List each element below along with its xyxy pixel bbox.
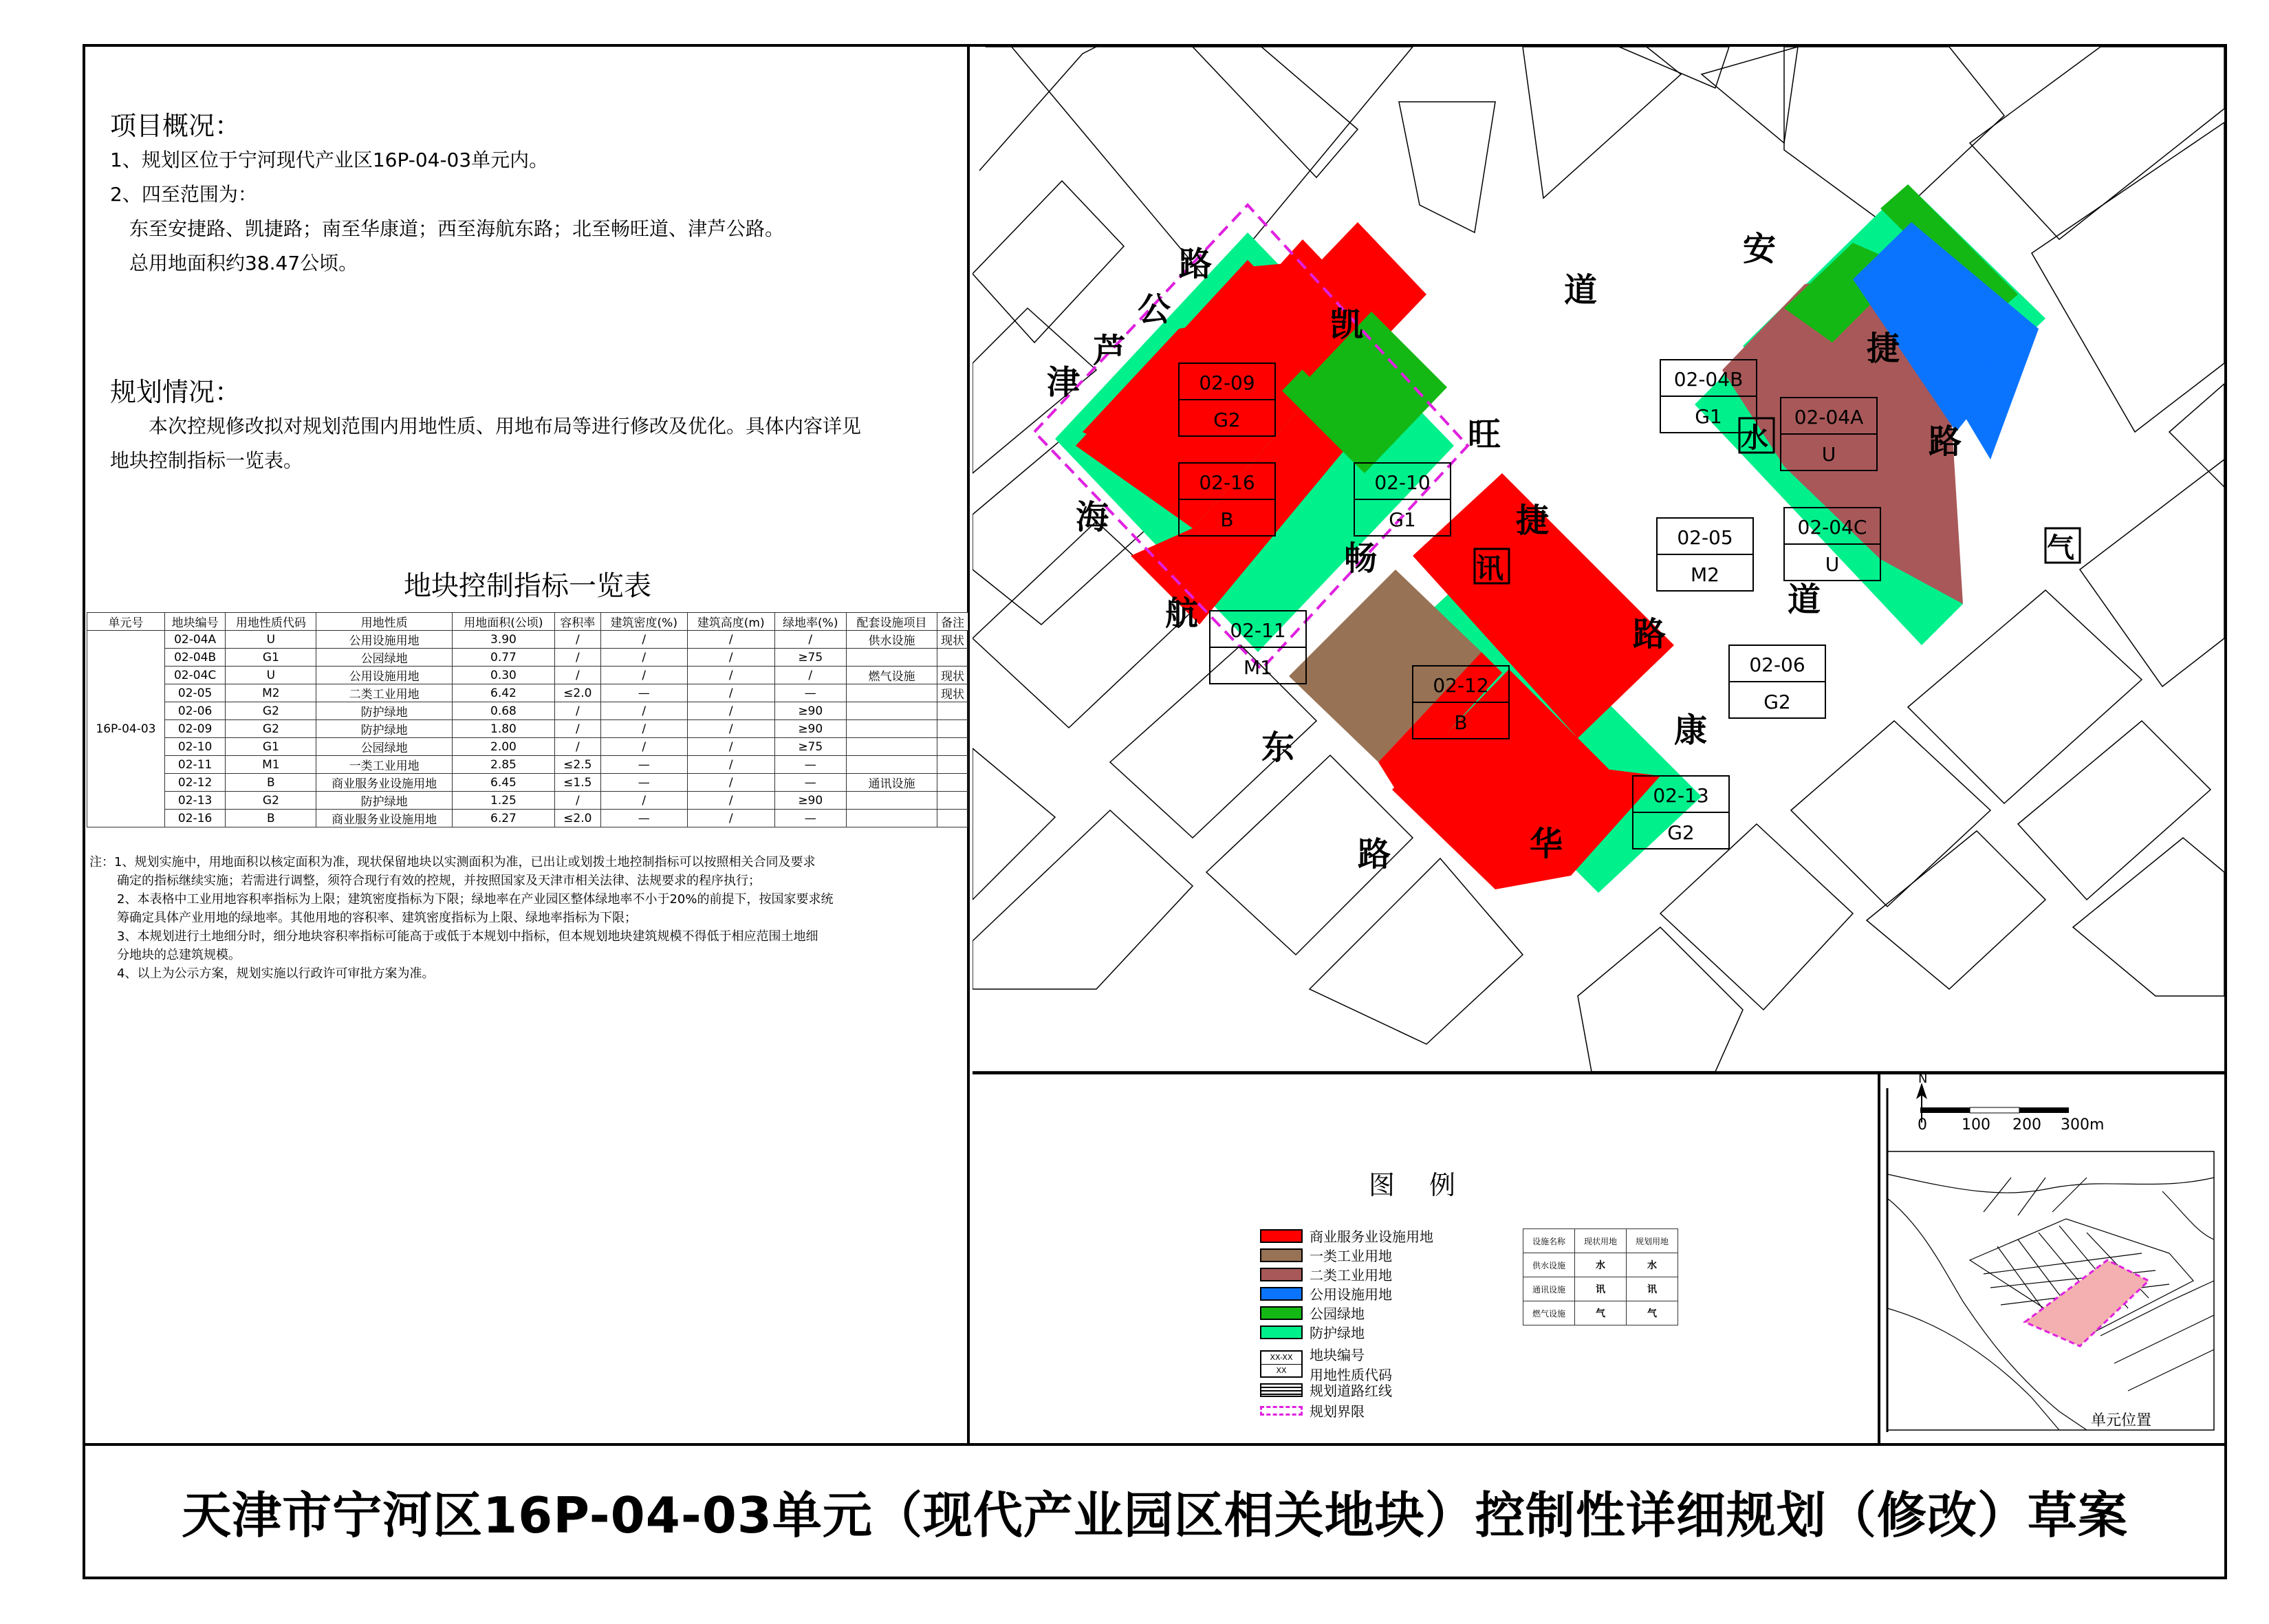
inset-label: 单元位置 (2091, 1412, 2152, 1429)
planning-heading: 规划情况： (110, 377, 241, 407)
table-row (87, 684, 968, 702)
table-cell: / (687, 756, 774, 774)
plot-code: B (1454, 711, 1468, 734)
table-cell: 防护绿地 (316, 720, 452, 738)
table-header-cell: 单元号 (87, 613, 165, 631)
table-cell: 通讯设施 (846, 774, 937, 792)
table-cell: U (226, 667, 316, 684)
table-cell: / (774, 667, 846, 684)
table-cell (937, 649, 968, 667)
table-cell (846, 720, 937, 738)
overview-line: 总用地面积约38.47公顷。 (129, 252, 358, 274)
table-cell: / (600, 667, 687, 684)
facility-header-cell: 现状用地 (1575, 1229, 1627, 1253)
table-cell: 02-06 (164, 702, 225, 720)
table-cell: — (774, 756, 846, 774)
note-line: 筹确定具体产业用地的绿地率。其他用地的容积率、建筑密度指标为上限、绿地率指标为下限； (117, 911, 637, 925)
legend-item (1260, 1264, 1392, 1284)
note-line: 2、本表格中工业用地容积率指标为上限；建筑密度指标为下限；绿地率在产业园区整体绿地率不小于20%的前提下，按国家要求统 (117, 892, 834, 907)
road-label: 康 (1674, 711, 1708, 750)
table-cell: / (687, 810, 774, 827)
facility-header-cell: 规划用地 (1627, 1229, 1678, 1253)
table-cell: 1.80 (452, 720, 554, 738)
table-row (87, 738, 968, 756)
table-cell: / (600, 738, 687, 756)
table-cell: 燃气设施 (846, 667, 937, 684)
plot-label-02-05 (1657, 518, 1753, 591)
overview-line: 1、规划区位于宁河现代产业区16P-04-03单元内。 (110, 149, 549, 171)
road-label: 道 (1788, 581, 1821, 619)
table-cell: 供水设施 (846, 631, 937, 649)
table-row (87, 631, 968, 649)
table-cell: / (687, 667, 774, 684)
table-cell: 02-04C (164, 667, 225, 684)
table-cell: / (687, 702, 774, 720)
legend-boundary: 规划界限 (1260, 1400, 1365, 1420)
table-cell: / (554, 649, 600, 667)
table-cell (937, 810, 968, 827)
plot-id: 02-05 (1677, 526, 1733, 549)
table-cell: ≤2.0 (554, 810, 600, 827)
table-cell (846, 702, 937, 720)
legend-swatch (1260, 1268, 1303, 1281)
table-cell: 防护绿地 (316, 792, 452, 810)
facility-icon: 讯 (1575, 1277, 1627, 1301)
table-cell: 一类工业用地 (316, 756, 452, 774)
scale-tick: 300m (2061, 1116, 2105, 1134)
table-header-cell: 用地性质代码 (226, 613, 316, 631)
plot-code: U (1825, 553, 1840, 576)
table-cell: 02-10 (164, 738, 225, 756)
planning-line: 本次控规修改拟对规划范围内用地性质、用地布局等进行修改及优化。具体内容详见 (149, 415, 862, 437)
plot-id: 02-13 (1653, 784, 1709, 807)
table-cell: 2.85 (452, 756, 554, 774)
plot-code: G2 (1763, 691, 1791, 713)
plot-code: M2 (1691, 563, 1719, 586)
legend-item (1260, 1226, 1433, 1246)
telecom-facility-icon: 讯 (1476, 553, 1503, 585)
scale-tick: 200 (2012, 1116, 2041, 1134)
table-cell (937, 738, 968, 756)
table-cell: ≥90 (774, 702, 846, 720)
table-cell: U (226, 631, 316, 649)
table-cell: 6.42 (452, 684, 554, 702)
table-cell: / (687, 684, 774, 702)
note-line: 3、本规划进行土地细分时，细分地块容积率指标可能高于或低于本规划中指标，但本规划地块建筑规模不得低于相应范围土地细 (117, 929, 818, 944)
table-cell: 02-12 (164, 774, 225, 792)
table-cell: 1.25 (452, 792, 554, 810)
plot-code: B (1220, 508, 1234, 531)
table-cell: ≤2.0 (554, 684, 600, 702)
table-cell: G2 (226, 720, 316, 738)
legend-item (1260, 1303, 1365, 1323)
facility-name: 供水设施 (1523, 1253, 1575, 1277)
legend-label: 防护绿地 (1310, 1325, 1365, 1341)
road-label: 芦 (1093, 332, 1127, 370)
table-cell: / (687, 720, 774, 738)
table-cell: B (226, 774, 316, 792)
table-cell: / (554, 738, 600, 756)
north-label: N (1918, 1074, 1928, 1086)
table-row (87, 792, 968, 810)
road-label: 畅 (1344, 539, 1378, 578)
road-label: 旺 (1468, 415, 1501, 454)
table-cell: 02-04A (164, 631, 225, 649)
table-cell: M2 (226, 684, 316, 702)
table-cell: / (554, 720, 600, 738)
legend-swatch (1260, 1248, 1303, 1262)
table-cell: 商业服务业设施用地 (316, 810, 452, 827)
table-cell: ≥75 (774, 649, 846, 667)
unit-cell: 16P-04-03 (87, 631, 165, 827)
table-cell: / (554, 792, 600, 810)
table-cell: ≤1.5 (554, 774, 600, 792)
water-facility-icon: 水 (1741, 422, 1768, 454)
legend-label: 二类工业用地 (1310, 1267, 1392, 1284)
road-label: 航 (1165, 594, 1199, 633)
note-line: 注：1、规划实施中，用地面积以核定面积为准，现状保留地块以实测面积为准，已出让或划拨土地控制指标可以按照相关合同及要求 (89, 855, 816, 869)
table-cell (846, 810, 937, 827)
table-cell: G1 (226, 649, 316, 667)
table-cell: G1 (226, 738, 316, 756)
table-cell: 公用设施用地 (316, 631, 452, 649)
table-cell: 6.45 (452, 774, 554, 792)
legend-item (1260, 1284, 1392, 1303)
overview-line: 2、四至范围为： (110, 183, 257, 206)
table-header-cell: 绿地率(%) (774, 613, 846, 631)
table-cell (846, 649, 937, 667)
table-cell: / (687, 792, 774, 810)
legend-swatch (1260, 1325, 1303, 1339)
legend-label: 公用设施用地 (1310, 1286, 1392, 1303)
table-cell (937, 702, 968, 720)
table-cell: — (600, 774, 687, 792)
table-cell: / (687, 649, 774, 667)
note-line: 分地块的总建筑规模。 (117, 948, 241, 962)
table-cell: / (600, 792, 687, 810)
table-cell: — (600, 756, 687, 774)
table-cell: 02-05 (164, 684, 225, 702)
table-cell: — (600, 810, 687, 827)
land-use-map (973, 47, 2224, 1072)
table-cell: — (774, 810, 846, 827)
table-cell (846, 738, 937, 756)
road-label: 津 (1047, 363, 1081, 402)
facility-icon: 气 (1575, 1301, 1627, 1325)
table-cell (937, 756, 968, 774)
table-cell (846, 792, 937, 810)
table-cell: 0.77 (452, 649, 554, 667)
plot-code: G1 (1695, 405, 1722, 428)
note-line: 4、以上为公示方案，规划实施以行政许可审批方案为准。 (117, 966, 435, 981)
facility-row (1523, 1301, 1678, 1325)
table-header-cell: 建筑密度(%) (600, 613, 687, 631)
table-cell: ≥75 (774, 738, 846, 756)
table-cell: 02-16 (164, 810, 225, 827)
legend-plot-id: XX-XX XX 地块编号 用地性质代码 (1260, 1344, 1392, 1384)
scale-bar (1920, 1107, 2069, 1113)
table-cell: 现状 (937, 684, 968, 702)
table-cell: 0.30 (452, 667, 554, 684)
table-cell (937, 792, 968, 810)
table-cell: ≤2.5 (554, 756, 600, 774)
table-cell: B (226, 810, 316, 827)
table-cell: 防护绿地 (316, 702, 452, 720)
table-header-cell: 容积率 (554, 613, 600, 631)
table-cell: / (554, 667, 600, 684)
table-cell: 0.68 (452, 702, 554, 720)
table-cell (846, 684, 937, 702)
plot-code: M1 (1244, 656, 1272, 679)
overview-section (110, 109, 784, 281)
plot-code: G2 (1213, 409, 1241, 431)
scale-tick: 100 (1962, 1116, 1990, 1134)
table-header-cell: 地块编号 (164, 613, 225, 631)
plot-id: 02-09 (1199, 371, 1255, 394)
table-cell (937, 720, 968, 738)
facility-icon: 水 (1627, 1253, 1678, 1277)
legend-swatch (1260, 1306, 1303, 1320)
table-cell: 02-13 (164, 792, 225, 810)
planning-section (110, 375, 861, 478)
table-cell (846, 756, 937, 774)
facility-header-cell: 设施名称 (1523, 1229, 1575, 1253)
table-cell: 公用设施用地 (316, 667, 452, 684)
table-title: 地块控制指标一览表 (404, 570, 651, 602)
road-label: 凯 (1330, 305, 1364, 344)
note-line: 确定的指标继续实施；若需进行调整，须符合现行有效的控规，并按照国家及天津市相关法律、法规要求的程序执行； (117, 874, 761, 888)
table-cell: 公园绿地 (316, 649, 452, 667)
table-row (87, 702, 968, 720)
plot-id: 02-04C (1797, 516, 1867, 539)
table-cell (937, 774, 968, 792)
planning-area (1055, 184, 2045, 893)
legend-label: 公园绿地 (1310, 1306, 1365, 1322)
title-band (85, 1443, 2224, 1577)
plot-id: 02-12 (1433, 674, 1489, 697)
table-row (87, 667, 968, 684)
plot-code: U (1821, 443, 1836, 466)
overview-line: 东至安捷路、凯捷路；南至华康道；西至海航东路；北至畅旺道、津芦公路。 (129, 217, 785, 240)
road-label: 路 (1929, 422, 1962, 461)
table-cell: ≥90 (774, 792, 846, 810)
plot-label-02-06 (1729, 645, 1825, 718)
table-row (87, 756, 968, 774)
legend-road: 规划道路红线 (1260, 1380, 1392, 1400)
table-cell: / (600, 702, 687, 720)
plot-id: 02-04B (1673, 368, 1744, 391)
legend-item (1260, 1245, 1392, 1265)
facility-icon: 水 (1575, 1253, 1627, 1277)
legend-item (1260, 1322, 1365, 1342)
table-cell: / (687, 631, 774, 649)
table-cell: 02-04B (164, 649, 225, 667)
table-cell: / (687, 774, 774, 792)
facility-icon: 气 (1627, 1301, 1678, 1325)
table-cell: 02-09 (164, 720, 225, 738)
plot-id: 02-04A (1794, 406, 1864, 429)
table-header-cell: 用地面积(公顷) (452, 613, 554, 631)
table-row (87, 810, 968, 827)
table-cell: 02-11 (164, 756, 225, 774)
plot-label-02-11 (1210, 611, 1306, 684)
table-cell: / (554, 631, 600, 649)
table-row (87, 649, 968, 667)
legend-swatch (1260, 1287, 1303, 1301)
facility-name: 燃气设施 (1523, 1301, 1575, 1325)
table-header-cell: 备注 (937, 613, 968, 631)
legend-swatch (1260, 1229, 1303, 1243)
table-cell: G2 (226, 792, 316, 810)
road-label: 捷 (1867, 329, 1900, 368)
gas-facility-icon: 气 (2047, 532, 2074, 564)
road-label: 公 (1138, 290, 1171, 329)
table-cell: 2.00 (452, 738, 554, 756)
table-row (87, 774, 968, 792)
table-cell: — (600, 684, 687, 702)
notes (89, 853, 963, 983)
road-label: 东 (1261, 728, 1295, 767)
facility-icon: 讯 (1627, 1277, 1678, 1301)
facility-row (1523, 1277, 1678, 1301)
page-title: 天津市宁河区16P-04-03单元（现代产业园区相关地块）控制性详细规划（修改）草案 (182, 1486, 2128, 1544)
plot-id: 02-11 (1230, 619, 1286, 642)
table-cell: M1 (226, 756, 316, 774)
road-label: 路 (1633, 615, 1667, 653)
table-header-cell: 配套设施项目 (846, 613, 937, 631)
plot-id: 02-10 (1374, 471, 1431, 494)
table-cell: / (554, 702, 600, 720)
road-label: 华 (1530, 825, 1563, 863)
plot-id: 02-06 (1749, 653, 1805, 676)
table-cell: — (774, 684, 846, 702)
table-cell: 3.90 (452, 631, 554, 649)
road-label: 捷 (1516, 501, 1550, 540)
road-label: 路 (1179, 245, 1213, 283)
facility-row (1523, 1253, 1678, 1277)
plot-id: 02-16 (1199, 471, 1255, 494)
location-inset-panel (1880, 1072, 2224, 1443)
road-label: 海 (1076, 498, 1109, 537)
table-cell: 二类工业用地 (316, 684, 452, 702)
legend-title: 图 例 (1369, 1170, 1460, 1200)
table-cell: 6.27 (452, 810, 554, 827)
table-cell: G2 (226, 702, 316, 720)
table-cell: / (600, 631, 687, 649)
table-header-cell: 用地性质 (316, 613, 452, 631)
table-header-row (87, 613, 968, 631)
control-index-table (87, 612, 968, 827)
legend-panel (973, 1072, 1880, 1443)
table-cell: 现状 (937, 667, 968, 684)
road-label: 路 (1358, 835, 1391, 874)
plot-code: G1 (1389, 508, 1416, 531)
scale-tick: 0 (1918, 1116, 1927, 1134)
legend-label: 一类工业用地 (1310, 1248, 1392, 1264)
table-cell: ≥90 (774, 720, 846, 738)
road-label: 道 (1564, 271, 1598, 310)
table-row (87, 720, 968, 738)
table-cell: / (600, 720, 687, 738)
facility-legend-table (1523, 1228, 1678, 1325)
planning-line: 地块控制指标一览表。 (110, 449, 303, 472)
inset-map (1887, 1174, 2214, 1430)
table-cell: — (774, 774, 846, 792)
table-cell: / (600, 649, 687, 667)
overview-heading: 项目概况： (110, 111, 241, 141)
road-label: 安 (1743, 230, 1777, 268)
facility-name: 通讯设施 (1523, 1277, 1575, 1301)
plot-code: G2 (1667, 821, 1695, 844)
table-cell: / (687, 738, 774, 756)
table-cell: / (774, 631, 846, 649)
legend-label: 商业服务业设施用地 (1310, 1228, 1433, 1245)
table-cell: 公园绿地 (316, 738, 452, 756)
table-header-cell: 建筑高度(m) (687, 613, 774, 631)
table-cell: 现状 (937, 631, 968, 649)
table-cell: 商业服务业设施用地 (316, 774, 452, 792)
